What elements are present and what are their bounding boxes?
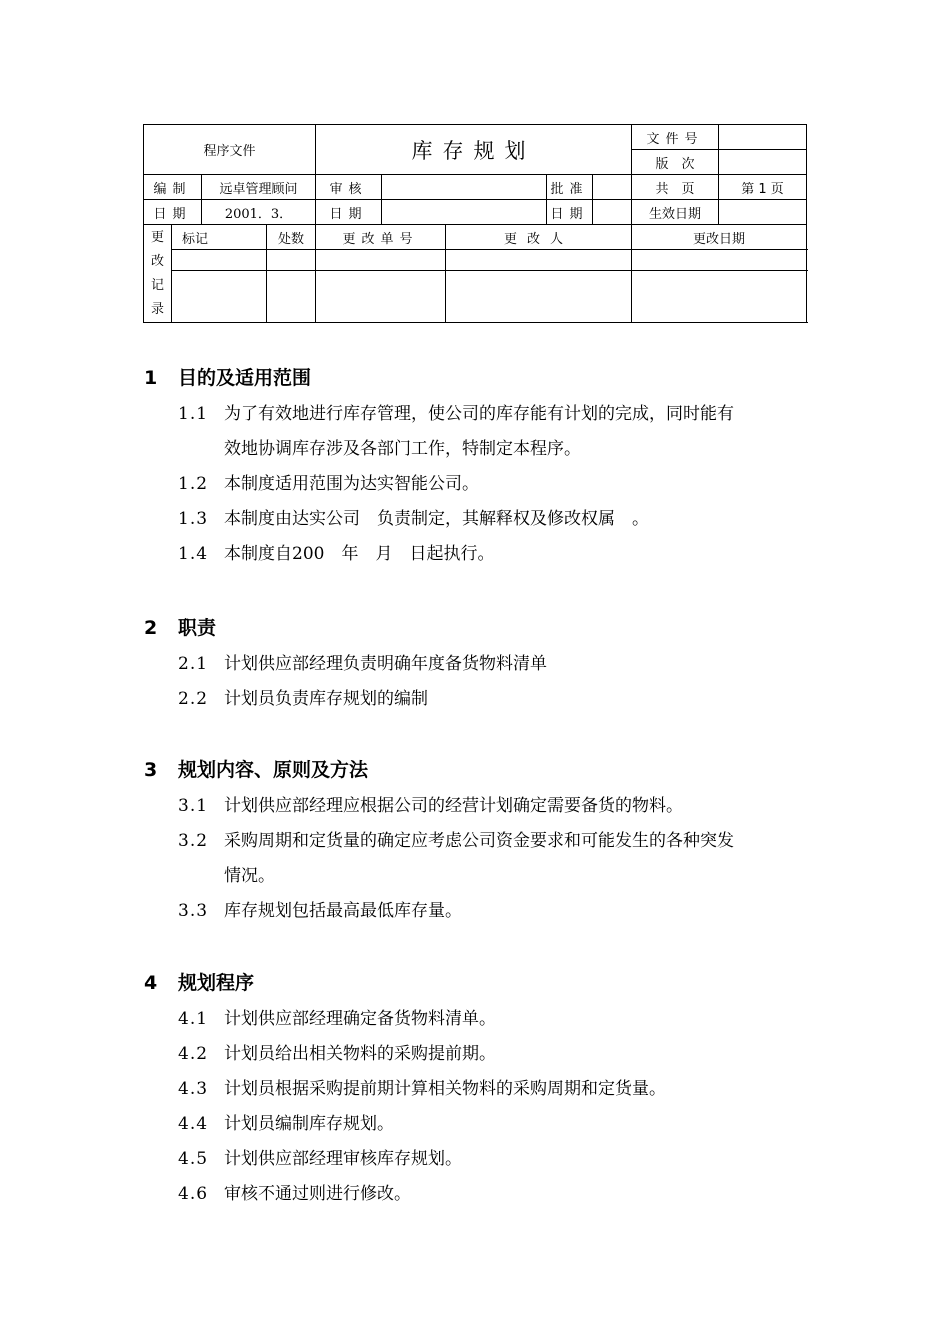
section-number: 2 [144, 617, 158, 639]
item-text: 本制度由达实公司 负责制定，其解释权及修改权属 。 [224, 509, 649, 529]
review-label: 审核 [316, 175, 382, 200]
item-text: 计划供应部经理应根据公司的经营计划确定需要备货的物料。 [224, 796, 683, 816]
change-cell [267, 271, 316, 323]
section-title [144, 754, 814, 786]
item-number: 1.2 [178, 474, 209, 494]
item-number: 4.3 [178, 1079, 209, 1099]
section-4 [144, 967, 814, 1212]
section-1 [144, 362, 814, 572]
list-item [144, 824, 814, 894]
change-cell [172, 271, 267, 323]
item-text: 本制度适用范围为达实智能公司。 [224, 474, 479, 494]
item-number: 1.3 [178, 509, 209, 529]
version-value [719, 150, 807, 175]
change-cell [632, 271, 807, 323]
section-number: 1 [144, 367, 158, 389]
change-record-char: 更 [150, 229, 164, 245]
change-col-order-no: 更改单号 [316, 225, 446, 250]
document-header-table [143, 124, 807, 323]
item-number: 4.6 [178, 1184, 209, 1204]
change-record-char: 记 [150, 277, 164, 293]
item-number: 2.1 [178, 654, 209, 674]
section-number: 4 [144, 972, 158, 994]
review-value [382, 175, 547, 200]
list-item [144, 1037, 814, 1072]
change-cell [172, 250, 267, 271]
section-3 [144, 754, 814, 929]
author-value: 远卓管理顾问 [202, 175, 316, 200]
change-col-person: 更改人 [446, 225, 632, 250]
date-value: 2001．3． [202, 200, 316, 225]
doc-title: 库存规划 [316, 125, 632, 175]
item-number: 4.2 [178, 1044, 209, 1064]
list-item [144, 1002, 814, 1037]
item-text: 计划供应部经理审核库存规划。 [224, 1149, 462, 1169]
section-title [144, 967, 814, 999]
doc-type-cell: 程序文件 [144, 125, 316, 175]
effective-date-label: 生效日期 [632, 200, 719, 225]
item-text: 计划员给出相关物料的采购提前期。 [224, 1044, 496, 1064]
section-title [144, 612, 814, 644]
section-title [144, 362, 814, 394]
list-item [144, 647, 814, 682]
approve-date-value [593, 200, 632, 225]
item-text: 计划员根据采购提前期计算相关物料的采购周期和定货量。 [224, 1079, 666, 1099]
item-text: 为了有效地进行库存管理，使公司的库存能有计划的完成，同时能有 [224, 404, 734, 424]
version-label: 版 次 [632, 150, 719, 175]
page-number: 第 1 页 [719, 175, 807, 200]
item-number: 1.1 [178, 404, 209, 424]
section-title-text: 规划内容、原则及方法 [178, 759, 369, 781]
change-cell [446, 271, 632, 323]
item-text: 计划员编制库存规划。 [224, 1114, 394, 1134]
list-item [144, 537, 814, 572]
change-cell [632, 250, 807, 271]
item-number: 3.2 [178, 831, 209, 851]
change-record-label [144, 225, 172, 323]
approve-label: 批准 [547, 175, 593, 200]
list-item [144, 682, 814, 717]
item-text: 库存规划包括最高最低库存量。 [224, 901, 462, 921]
list-item [144, 397, 814, 467]
list-item [144, 1142, 814, 1177]
item-text: 审核不通过则进行修改。 [224, 1184, 411, 1204]
list-item [144, 1177, 814, 1212]
file-no-value [719, 125, 807, 150]
change-cell [446, 250, 632, 271]
item-text: 计划员负责库存规划的编制 [224, 689, 428, 709]
change-cell [316, 271, 446, 323]
change-col-date: 更改日期 [632, 225, 807, 250]
item-number: 4.4 [178, 1114, 209, 1134]
list-item [144, 789, 814, 824]
item-number: 1.4 [178, 544, 209, 564]
review-date-label: 日期 [316, 200, 382, 225]
item-text: 情况。 [224, 866, 275, 886]
change-col-count: 处数 [267, 225, 316, 250]
item-text: 采购周期和定货量的确定应考虑公司资金要求和可能发生的各种突发 [224, 831, 734, 851]
section-2 [144, 612, 814, 717]
section-number: 3 [144, 759, 158, 781]
item-text: 计划供应部经理负责明确年度备货物料清单 [224, 654, 547, 674]
change-record-char: 录 [150, 301, 164, 317]
review-date-value [382, 200, 547, 225]
section-title-text: 目的及适用范围 [178, 367, 312, 389]
item-text: 计划供应部经理确定备货物料清单。 [224, 1009, 496, 1029]
item-number: 4.5 [178, 1149, 209, 1169]
list-item [144, 1072, 814, 1107]
approve-value [593, 175, 632, 200]
approve-date-label: 日期 [547, 200, 593, 225]
list-item [144, 894, 814, 929]
change-cell [267, 250, 316, 271]
item-number: 2.2 [178, 689, 209, 709]
date-label: 日期 [144, 200, 202, 225]
file-no-label: 文件号 [632, 125, 719, 150]
list-item [144, 467, 814, 502]
item-text: 效地协调库存涉及各部门工作，特制定本程序。 [224, 439, 581, 459]
effective-date-value [719, 200, 807, 225]
item-number: 4.1 [178, 1009, 209, 1029]
item-number: 3.1 [178, 796, 209, 816]
change-col-mark: 标记 [172, 225, 267, 250]
item-text: 本制度自200 年 月 日起执行。 [224, 544, 495, 564]
change-record-char: 改 [150, 253, 164, 269]
change-cell [316, 250, 446, 271]
section-title-text: 职责 [178, 617, 217, 639]
list-item [144, 502, 814, 537]
item-number: 3.3 [178, 901, 209, 921]
author-label: 编制 [144, 175, 202, 200]
section-title-text: 规划程序 [178, 972, 255, 994]
pages-label: 共 页 [632, 175, 719, 200]
list-item [144, 1107, 814, 1142]
